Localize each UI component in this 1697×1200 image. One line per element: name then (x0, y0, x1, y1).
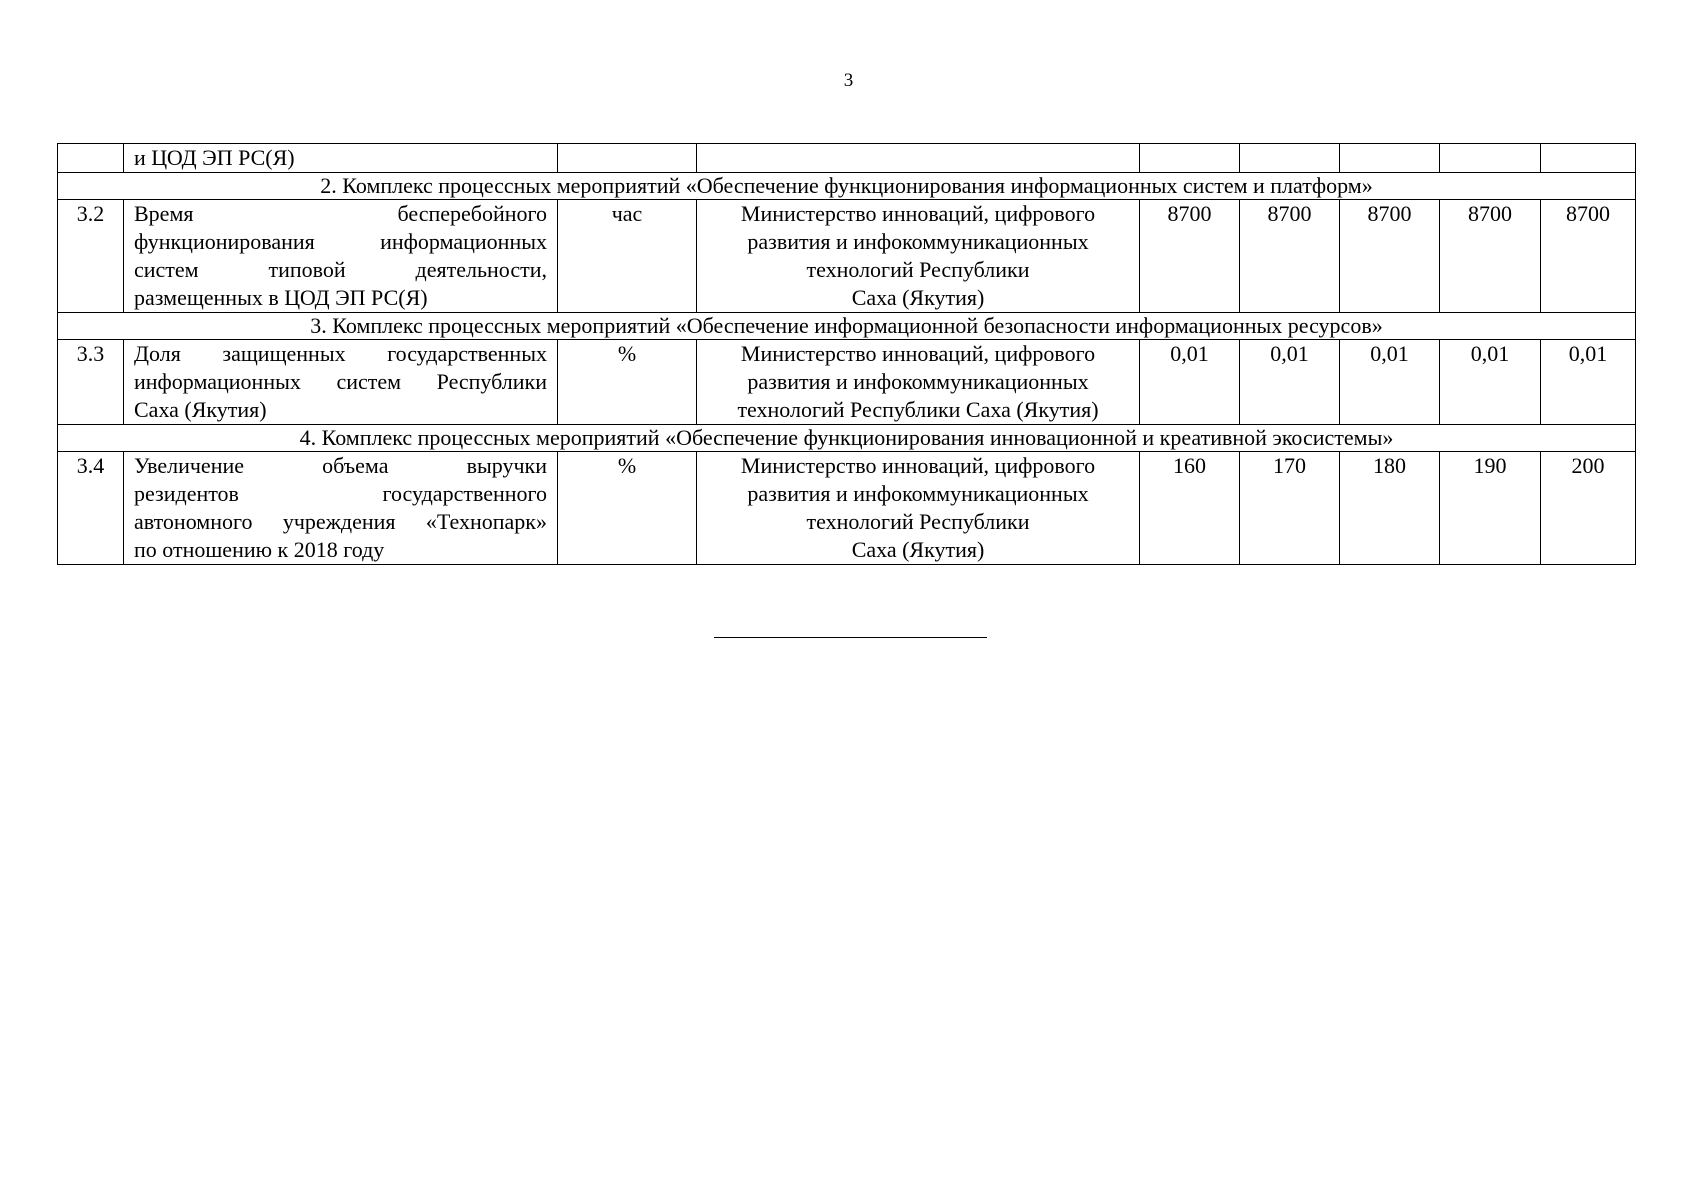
responsible-org: Министерство инноваций, цифрового развития и инфокоммуникационных технологий Республики Саха (Якутия) (697, 340, 1140, 425)
cell-unit (558, 144, 697, 173)
value-cell: 8700 (1240, 200, 1340, 313)
end-of-document-rule (714, 637, 987, 638)
page-number: 3 (843, 70, 854, 91)
value-cell: 0,01 (1340, 340, 1440, 425)
value-cell: 200 (1541, 452, 1636, 565)
table-row (58, 452, 1636, 565)
cell-value (1440, 144, 1541, 173)
section-title: 4. Комплекс процессных мероприятий «Обеспечение функционирования инновационной и креативной экосистемы» (58, 425, 1636, 452)
indicator-name-line: функционирования информационных (134, 229, 547, 254)
cell-num (58, 144, 124, 173)
responsible-org: Министерство инноваций, цифрового развития и инфокоммуникационных технологий Республики Саха (Якутия) (697, 200, 1140, 313)
row-number: 3.2 (58, 200, 124, 313)
indicator-name-line: автономного учреждения «Технопарк» (134, 509, 547, 534)
unit: % (558, 340, 697, 425)
cell-name: и ЦОД ЭП РС(Я) (124, 144, 558, 173)
unit: час (558, 200, 697, 313)
unit: % (558, 452, 697, 565)
value-cell: 8700 (1340, 200, 1440, 313)
indicator-name-line: резидентов государственного (134, 481, 547, 506)
value-cell: 190 (1440, 452, 1541, 565)
indicator-name (124, 452, 558, 565)
indicator-name-line: по отношению к 2018 году (134, 537, 385, 562)
value-cell: 0,01 (1541, 340, 1636, 425)
responsible-org: Министерство инноваций, цифрового развития и инфокоммуникационных технологий Республики Саха (Якутия) (697, 452, 1140, 565)
indicator-name-line: Время бесперебойного (134, 201, 547, 226)
cell-responsible (697, 144, 1140, 173)
indicator-name (124, 340, 558, 425)
table-row (58, 340, 1636, 425)
section-header-row (58, 313, 1636, 340)
row-number: 3.4 (58, 452, 124, 565)
cell-value (1541, 144, 1636, 173)
row-number: 3.3 (58, 340, 124, 425)
indicator-name-line: размещенных в ЦОД ЭП РС(Я) (134, 285, 428, 310)
value-cell: 8700 (1541, 200, 1636, 313)
indicator-name-line: Увеличение объема выручки (134, 453, 547, 478)
cell-value (1340, 144, 1440, 173)
section-title: 3. Комплекс процессных мероприятий «Обеспечение информационной безопасности информационных ресурсов» (58, 313, 1636, 340)
indicators-table (57, 143, 1636, 565)
value-cell: 8700 (1140, 200, 1240, 313)
section-header-row (58, 173, 1636, 200)
section-header-row (58, 425, 1636, 452)
value-cell: 160 (1140, 452, 1240, 565)
value-cell: 0,01 (1440, 340, 1541, 425)
cell-value (1240, 144, 1340, 173)
table-row (58, 200, 1636, 313)
value-cell: 180 (1340, 452, 1440, 565)
cell-value (1140, 144, 1240, 173)
value-cell: 8700 (1440, 200, 1541, 313)
indicator-name-line: систем типовой деятельности, (134, 257, 547, 282)
indicator-name-line: информационных систем Республики (134, 369, 547, 394)
indicator-name-line: Доля защищенных государственных (134, 341, 547, 366)
value-cell: 0,01 (1240, 340, 1340, 425)
table-row-continuation (58, 144, 1636, 173)
indicator-name (124, 200, 558, 313)
value-cell: 0,01 (1140, 340, 1240, 425)
indicator-name-line: Саха (Якутия) (134, 397, 267, 422)
value-cell: 170 (1240, 452, 1340, 565)
section-title: 2. Комплекс процессных мероприятий «Обеспечение функционирования информационных систем и платформ» (58, 173, 1636, 200)
